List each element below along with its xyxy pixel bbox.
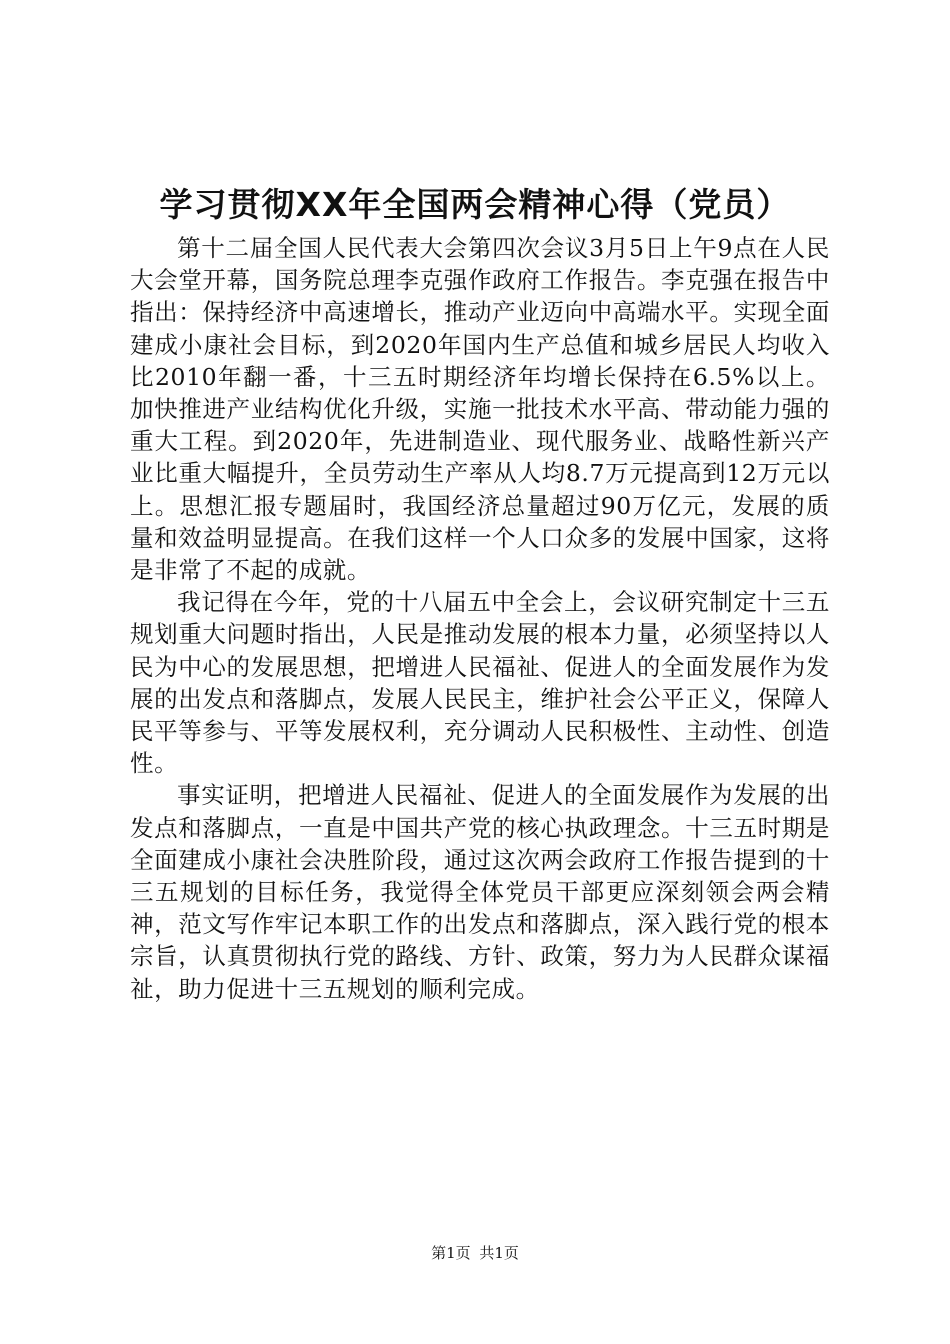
document-title: 学习贯彻XX年全国两会精神心得（党员） bbox=[159, 185, 791, 224]
paragraph-2: 我记得在今年，党的十八届五中全会上，会议研究制定十三五规划重大问题时指出，人民是推动发展的根本力量，必须坚持以人民为中心的发展思想，把增进人民福祉、促进人的全面发展作为发展的出发点和落脚点，发展人民民主，维护社会公平正义，保障人民平等参与、平等发展权利，充分调动人民积极性、主动性、创造性。 bbox=[130, 588, 830, 778]
document-body bbox=[130, 232, 830, 1005]
paragraph-1: 第十二届全国人民代表大会第四次会议3月5日上午9点在人民大会堂开幕，国务院总理李克强作政府工作报告。李克强在报告中指出：保持经济中高速增长，推动产业迈向中高端水平。实现全面建成小康社会目标，到2020年国内生产总值和城乡居民人均收入比2010年翻一番，十三五时期经济年均增长保持在6.5%以上。加快推进产业结构优化升级，实施一批技术水平高、带动能力强的重大工程。到2020年，先进制造业、现代服务业、战略性新兴产业比重大幅提升，全员劳动生产率从人均8.7万元提高到12万元以上。思想汇报专题届时，我国经济总量超过90万亿元，发展的质量和效益明显提高。在我们这样一个人口众多的发展中国家，这将是非常了不起的成就。 bbox=[130, 234, 830, 585]
page-footer: 第1页 共1页 bbox=[431, 1244, 519, 1262]
paragraph-3: 事实证明，把增进人民福祉、促进人的全面发展作为发展的出发点和落脚点，一直是中国共产党的核心执政理念。十三五时期是全面建成小康社会决胜阶段，通过这次两会政府工作报告提到的十三五规划的目标任务，我觉得全体党员干部更应深刻领会两会精神，范文写作牢记本职工作的出发点和落脚点，深入践行党的根本宗旨，认真贯彻执行党的路线、方针、政策，努力为人民群众谋福祉，助力促进十三五规划的顺利完成。 bbox=[130, 781, 830, 1003]
